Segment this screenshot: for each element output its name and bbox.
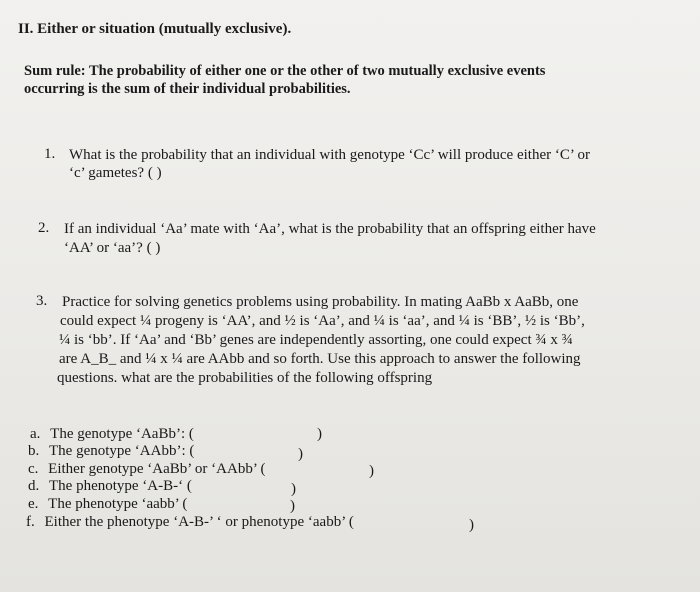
sub-item-a-answer-close[interactable]: ) <box>317 426 322 442</box>
sub-item-d-answer-close[interactable]: ) <box>291 481 296 497</box>
question-2-line-2: ‘AA’ or ‘aa’? ( ) <box>64 240 161 256</box>
sub-item-text: The phenotype ‘aabb’ ( <box>48 496 188 512</box>
question-3-line-4: are A_B_ and ¼ x ¼ are AAbb and so forth. Use this approach to answer the following <box>59 351 581 367</box>
sub-item-text: Either genotype ‘AaBb’ or ‘AAbb’ ( <box>48 461 266 477</box>
sub-item-letter: d. <box>28 478 40 494</box>
sub-item-text: The genotype ‘AAbb’: ( <box>49 443 195 459</box>
question-3-line-1: Practice for solving genetics problems using probability. In mating AaBb x AaBb, one <box>62 294 579 310</box>
sub-item-letter: a. <box>30 426 41 442</box>
question-3-line-2: could expect ¼ progeny is ‘AA’, and ½ is ‘Aa’, and ¼ is ‘aa’, and ¼ is ‘BB’, ½ is ‘Bb’, <box>60 313 585 329</box>
question-3-line-5: questions. what are the probabilities of the following offspring <box>57 370 433 386</box>
question-3-line-3: ¼ is ‘bb’. If ‘Aa’ and ‘Bb’ genes are independently assorting, one could expect ¾ x ¾ <box>59 332 573 348</box>
sub-item-e <box>28 496 187 512</box>
question-1-number: 1. <box>44 146 56 162</box>
question-1-line-1: What is the probability that an individual with genotype ‘Cc’ will produce either ‘C’ or <box>69 147 590 163</box>
sub-item-b <box>28 443 194 459</box>
question-2-line-1: If an individual ‘Aa’ mate with ‘Aa’, what is the probability that an offspring either have <box>64 221 596 237</box>
sub-item-d <box>28 478 192 494</box>
sub-item-f-answer-close[interactable]: ) <box>469 517 474 533</box>
sum-rule-line-2: occurring is the sum of their individual probabilities. <box>24 81 351 97</box>
question-2-number: 2. <box>38 220 50 236</box>
sub-item-letter: c. <box>28 461 39 477</box>
sub-item-text: The genotype ‘AaBb’: ( <box>50 426 194 442</box>
sub-item-text: The phenotype ‘A-B-‘ ( <box>49 478 192 494</box>
sub-item-c <box>28 461 265 477</box>
sub-item-f <box>26 514 354 530</box>
sum-rule-line-1: Sum rule: The probability of either one or the other of two mutually exclusive events <box>24 63 546 79</box>
sub-item-letter: f. <box>26 514 35 530</box>
sub-item-letter: e. <box>28 496 39 512</box>
question-3-number: 3. <box>36 293 48 309</box>
sub-item-e-answer-close[interactable]: ) <box>290 498 295 514</box>
question-1-line-2: ‘c’ gametes? ( ) <box>69 165 162 181</box>
sub-item-c-answer-close[interactable]: ) <box>369 463 374 479</box>
sub-item-b-answer-close[interactable]: ) <box>298 446 303 462</box>
sub-item-a <box>30 426 194 442</box>
sub-item-letter: b. <box>28 443 40 459</box>
sub-item-text: Either the phenotype ‘A-B-’ ‘ or phenotype ‘aabb’ ( <box>44 514 354 530</box>
section-heading: II. Either or situation (mutually exclusive). <box>18 21 292 37</box>
